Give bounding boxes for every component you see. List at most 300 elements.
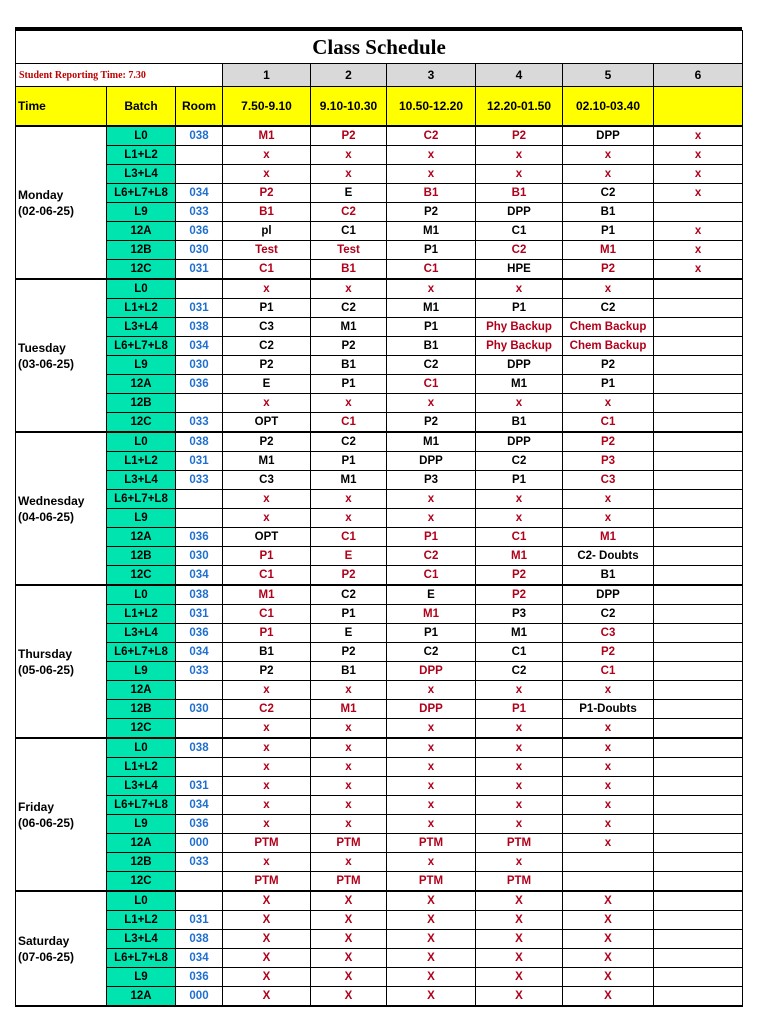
class-cell [654,547,743,566]
class-cell: x [311,738,387,758]
class-cell: C3 [563,471,654,490]
schedule-table [15,30,743,1007]
batch-cell: 12B [107,547,176,566]
class-cell: PTM [476,872,563,892]
batch-cell: 12C [107,719,176,739]
class-cell: Chem Backup [563,337,654,356]
class-cell [654,643,743,662]
batch-cell: L3+L4 [107,471,176,490]
class-cell: M1 [223,452,311,471]
room-cell: 034 [176,337,223,356]
table-row [16,853,743,872]
table-row [16,432,743,452]
class-cell: x [563,394,654,413]
class-cell: C2 [387,643,476,662]
class-cell: P1 [311,452,387,471]
batch-cell: L0 [107,126,176,146]
table-row [16,968,743,987]
class-cell: x [311,279,387,299]
table-row [16,700,743,719]
class-cell: X [223,911,311,930]
class-cell: P1 [563,222,654,241]
class-cell [654,299,743,318]
room-cell: 031 [176,605,223,624]
class-cell: x [311,758,387,777]
day-date: (05-06-25) [18,662,75,677]
class-cell: C2 [387,547,476,566]
class-cell: C1 [311,222,387,241]
class-cell: x [563,165,654,184]
class-cell: E [311,184,387,203]
batch-cell: L3+L4 [107,624,176,643]
class-cell: PTM [311,834,387,853]
batch-cell: 12A [107,528,176,547]
batch-cell: L6+L7+L8 [107,490,176,509]
schedule-sheet [15,27,742,1007]
room-cell [176,394,223,413]
class-cell: x [387,165,476,184]
class-cell: x [223,681,311,700]
room-cell: 034 [176,184,223,203]
table-row [16,222,743,241]
table-row [16,375,743,394]
batch-cell: 12C [107,260,176,280]
room-cell: 030 [176,356,223,375]
room-cell: 034 [176,643,223,662]
table-row [16,605,743,624]
class-cell: P1 [476,700,563,719]
class-cell: x [563,777,654,796]
batch-cell: L9 [107,662,176,681]
table-row [16,528,743,547]
class-cell: P2 [387,203,476,222]
class-cell: X [223,891,311,911]
class-cell: M1 [311,700,387,719]
class-cell: C1 [223,260,311,280]
class-cell: x [223,146,311,165]
class-cell: x [387,796,476,815]
class-cell: M1 [476,547,563,566]
class-cell: x [311,815,387,834]
table-row [16,413,743,433]
class-cell: C1 [387,375,476,394]
room-cell: 034 [176,949,223,968]
class-cell: x [563,758,654,777]
room-cell: 038 [176,738,223,758]
class-cell: X [311,891,387,911]
class-cell: X [311,930,387,949]
room-cell [176,279,223,299]
class-cell: x [311,777,387,796]
class-cell [654,337,743,356]
class-cell: X [476,949,563,968]
class-cell: P3 [387,471,476,490]
class-cell: DPP [387,452,476,471]
slot-header: 9.10-10.30 [311,87,387,127]
class-cell [654,432,743,452]
class-cell: x [476,490,563,509]
class-cell: PTM [387,872,476,892]
column-number: 6 [654,64,743,87]
class-cell: x [311,853,387,872]
slot-header: 12.20-01.50 [476,87,563,127]
class-cell: P1 [476,299,563,318]
class-cell: x [311,490,387,509]
day-name: Friday [18,799,55,814]
batch-cell: L3+L4 [107,318,176,337]
class-cell: x [223,853,311,872]
class-cell [654,834,743,853]
class-cell: X [223,968,311,987]
class-cell: P1 [563,375,654,394]
table-row [16,356,743,375]
class-cell: P1 [223,299,311,318]
class-cell: P2 [223,184,311,203]
class-cell: E [387,585,476,605]
class-cell: P2 [563,260,654,280]
class-cell [654,968,743,987]
room-cell: 038 [176,432,223,452]
class-cell: X [387,968,476,987]
class-cell: B1 [311,356,387,375]
table-row [16,165,743,184]
class-cell: DPP [563,585,654,605]
class-cell: C1 [476,528,563,547]
class-cell [654,203,743,222]
class-cell: x [223,815,311,834]
class-cell [654,452,743,471]
room-cell [176,165,223,184]
batch-cell: L6+L7+L8 [107,337,176,356]
room-cell: 031 [176,299,223,318]
table-row [16,624,743,643]
table-row [16,719,743,739]
class-cell: B1 [223,643,311,662]
class-cell [654,681,743,700]
class-cell: X [311,949,387,968]
table-row [16,203,743,222]
class-cell: M1 [476,375,563,394]
class-cell: M1 [223,126,311,146]
class-cell: P2 [311,566,387,586]
class-cell: P2 [311,643,387,662]
class-cell: DPP [476,203,563,222]
class-cell: M1 [387,299,476,318]
class-cell: x [476,738,563,758]
class-cell: C2 [311,299,387,318]
class-cell: x [476,796,563,815]
batch-cell: L0 [107,738,176,758]
class-cell [654,605,743,624]
class-cell [563,872,654,892]
class-cell: x [563,681,654,700]
class-cell [654,318,743,337]
room-cell [176,490,223,509]
class-cell: x [476,777,563,796]
class-cell: x [223,490,311,509]
class-cell [654,758,743,777]
class-cell: C2 [387,356,476,375]
class-cell: X [563,891,654,911]
class-cell: x [563,490,654,509]
class-cell: P2 [387,413,476,433]
class-cell: Chem Backup [563,318,654,337]
day-cell [16,279,107,432]
class-cell: P3 [476,605,563,624]
day-date: (04-06-25) [18,509,75,524]
class-cell: P2 [476,585,563,605]
class-cell: P1 [311,605,387,624]
class-cell: x [476,719,563,739]
table-row [16,146,743,165]
class-cell: P3 [563,452,654,471]
class-cell: x [223,394,311,413]
table-row [16,337,743,356]
class-cell: P2 [563,356,654,375]
class-cell: B1 [311,662,387,681]
class-cell: C2 [476,662,563,681]
class-cell [654,719,743,739]
class-cell: C3 [223,471,311,490]
class-cell: M1 [476,624,563,643]
class-cell: x [476,815,563,834]
class-cell: P2 [311,126,387,146]
class-cell: X [563,911,654,930]
class-cell: OPT [223,528,311,547]
class-cell: X [311,911,387,930]
class-cell: x [223,719,311,739]
batch-cell: L1+L2 [107,452,176,471]
class-cell: DPP [563,126,654,146]
class-cell: X [387,930,476,949]
room-cell: 033 [176,471,223,490]
class-cell: x [563,738,654,758]
class-cell [654,815,743,834]
class-cell: P2 [476,566,563,586]
table-row [16,126,743,146]
batch-cell: L9 [107,509,176,528]
table-row [16,547,743,566]
batch-cell: L3+L4 [107,165,176,184]
day-date: (02-06-25) [18,203,75,218]
class-cell: P2 [223,356,311,375]
class-cell: P1 [387,624,476,643]
class-cell: E [311,624,387,643]
table-row [16,796,743,815]
class-cell: C2 [563,605,654,624]
class-cell: C3 [563,624,654,643]
class-cell: X [476,968,563,987]
class-cell: x [223,509,311,528]
class-cell: x [311,394,387,413]
class-cell: x [476,509,563,528]
class-cell [654,911,743,930]
class-cell: x [311,796,387,815]
batch-cell: L6+L7+L8 [107,949,176,968]
batch-cell: 12A [107,222,176,241]
class-cell: C1 [311,528,387,547]
class-cell: PTM [311,872,387,892]
class-cell [654,872,743,892]
class-cell [654,566,743,586]
class-cell: x [563,509,654,528]
class-cell: x [563,796,654,815]
slot-header: 10.50-12.20 [387,87,476,127]
class-cell: P2 [563,432,654,452]
day-cell [16,126,107,279]
class-cell: P1 [223,624,311,643]
batch-header: Batch [107,87,176,127]
class-cell: X [311,968,387,987]
class-cell: P2 [311,337,387,356]
class-cell: x [387,853,476,872]
room-cell: 030 [176,547,223,566]
class-cell: C2- Doubts [563,547,654,566]
batch-cell: 12A [107,834,176,853]
class-cell [654,796,743,815]
column-number: 4 [476,64,563,87]
class-cell: E [311,547,387,566]
table-row [16,738,743,758]
room-cell [176,891,223,911]
table-row [16,394,743,413]
reporting-time: Student Reporting Time: 7.30 [16,64,223,87]
room-cell [176,509,223,528]
class-cell: M1 [387,222,476,241]
class-cell: x [563,279,654,299]
batch-cell: L6+L7+L8 [107,796,176,815]
class-cell [654,490,743,509]
batch-cell: L1+L2 [107,758,176,777]
class-cell: x [654,165,743,184]
room-cell: 038 [176,126,223,146]
class-cell: x [223,777,311,796]
batch-cell: L9 [107,968,176,987]
class-cell: M1 [311,471,387,490]
class-cell: M1 [563,528,654,547]
day-cell [16,891,107,1006]
class-cell: x [311,146,387,165]
table-row [16,299,743,318]
class-cell [654,700,743,719]
slot-header [654,87,743,127]
class-cell: x [311,681,387,700]
class-cell: C1 [223,605,311,624]
room-cell: 000 [176,987,223,1007]
class-cell: x [387,490,476,509]
class-cell: x [476,146,563,165]
table-row [16,681,743,700]
class-cell: C3 [223,318,311,337]
class-cell: M1 [563,241,654,260]
class-cell: x [654,260,743,280]
batch-cell: 12B [107,700,176,719]
class-cell: M1 [223,585,311,605]
class-cell: P1 [223,547,311,566]
class-cell: x [387,681,476,700]
class-cell: X [223,930,311,949]
class-cell: C1 [223,566,311,586]
table-row [16,509,743,528]
class-cell: Phy Backup [476,318,563,337]
class-cell: x [387,279,476,299]
class-cell: OPT [223,413,311,433]
class-cell: C2 [476,452,563,471]
class-cell: HPE [476,260,563,280]
column-number: 1 [223,64,311,87]
room-cell: 036 [176,968,223,987]
day-name: Wednesday [18,493,85,508]
column-number: 5 [563,64,654,87]
batch-cell: 12C [107,872,176,892]
class-cell: B1 [223,203,311,222]
class-cell: C2 [311,585,387,605]
class-cell: C2 [311,203,387,222]
class-cell [654,375,743,394]
batch-cell: 12C [107,413,176,433]
batch-cell: 12A [107,987,176,1007]
table-row [16,872,743,892]
class-cell [654,777,743,796]
batch-cell: 12B [107,853,176,872]
class-cell: C1 [476,643,563,662]
class-cell: P1 [387,241,476,260]
class-cell: C2 [476,241,563,260]
room-cell: 036 [176,815,223,834]
day-date: (07-06-25) [18,949,75,964]
class-cell [654,585,743,605]
class-cell: x [476,681,563,700]
page-title: Class Schedule [16,31,743,64]
class-cell: x [563,719,654,739]
class-cell: B1 [311,260,387,280]
class-cell: x [654,241,743,260]
class-cell [654,509,743,528]
room-cell: 030 [176,241,223,260]
room-cell: 031 [176,260,223,280]
time-header: Time [16,87,107,127]
room-cell [176,758,223,777]
room-cell: 034 [176,566,223,586]
table-row [16,279,743,299]
table-row [16,662,743,681]
room-cell: 038 [176,318,223,337]
class-cell: x [476,165,563,184]
class-cell [654,738,743,758]
class-cell: Test [311,241,387,260]
table-row [16,471,743,490]
day-name: Thursday [18,646,73,661]
class-cell [654,930,743,949]
batch-cell: L9 [107,356,176,375]
class-cell: x [223,796,311,815]
room-cell: 033 [176,853,223,872]
day-date: (03-06-25) [18,356,75,371]
class-cell: x [654,126,743,146]
batch-cell: L1+L2 [107,146,176,165]
day-cell [16,738,107,891]
room-cell: 031 [176,452,223,471]
day-cell [16,432,107,585]
class-cell: E [223,375,311,394]
class-cell: x [311,509,387,528]
class-cell: X [223,949,311,968]
class-cell: X [387,949,476,968]
class-cell: B1 [387,337,476,356]
class-cell: C2 [563,299,654,318]
class-cell: X [563,930,654,949]
class-cell [654,624,743,643]
